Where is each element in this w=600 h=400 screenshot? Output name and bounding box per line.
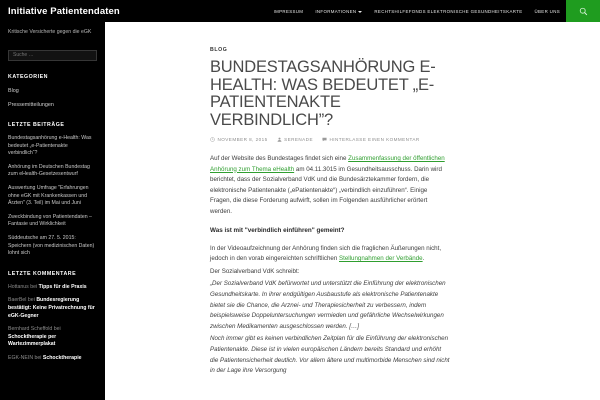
post-category-kicker: BLOG bbox=[210, 47, 228, 53]
list-item[interactable]: Anhörung im Deutschen Bundestag zum eHealth-Gesetzesentwurf bbox=[8, 163, 90, 178]
paragraph-vdk-intro: Der Sozialverband VdK schreibt: bbox=[210, 267, 300, 275]
nav-item-label: ÜBER UNS bbox=[534, 8, 560, 14]
paragraph-video bbox=[210, 244, 450, 265]
blockquote-part-1: „Der Sozialverband VdK befürwortet und unterstützt die Einführung der elektronischen Gesundheitskarte. In ihrer endgültigen Ausbaustufe als elektronische Patientenakte bietet sie die Chance, die Arznei- und Therapiesicherheit zu verbessern, indem beispielsweise Doppeluntersuchungen vermieden und gefährliche Wechselwirkungen zwischen Medikamenten ausgeschlossen werden. […] bbox=[210, 280, 446, 330]
widget-recent-comments bbox=[8, 271, 97, 363]
comment-author: Hottanus bbox=[8, 283, 29, 290]
widget-recent-posts bbox=[8, 122, 97, 258]
post-author[interactable] bbox=[277, 137, 313, 142]
nav-item-informationen[interactable] bbox=[309, 0, 368, 22]
widget-title-categories: KATEGORIEN bbox=[8, 74, 48, 80]
nav-item-label: INFORMATIONEN bbox=[315, 8, 357, 14]
list-item[interactable]: Zweckbindung von Patientendaten – Fantasie und Wirklichkeit bbox=[8, 213, 92, 228]
nav-item-ueber-uns[interactable] bbox=[529, 0, 567, 22]
paragraph-text: In der Videoaufzeichnung der Anhörung finden sich die fraglichen Äußerungen nicht, jedoch in den vorab eingereichten schriftlichen bbox=[210, 244, 442, 263]
sidebar-item-blog[interactable]: Blog bbox=[8, 88, 19, 94]
header-search-button[interactable] bbox=[566, 0, 600, 22]
comment-separator: bei bbox=[34, 354, 42, 361]
top-header-bar bbox=[0, 0, 600, 22]
comment-icon bbox=[322, 137, 327, 142]
nav-item-label: RECHTSHILFEFONDS ELEKTRONISCHE GESUNDHEITSKARTE bbox=[374, 8, 523, 14]
comment-post-title[interactable]: Schocktherapie per Wartezimmerplakat bbox=[8, 333, 57, 348]
list-item[interactable] bbox=[8, 284, 97, 292]
post-meta bbox=[210, 137, 465, 142]
site-title: Initiative Patientendaten bbox=[8, 5, 120, 17]
comment-post-title[interactable]: Schocktherapie bbox=[42, 354, 82, 361]
post-comments-label: HINTERLASSE EINEN KOMMENTAR bbox=[329, 137, 420, 142]
clock-icon bbox=[210, 137, 215, 142]
link-anhoerung-zusammenfassung[interactable]: Zusammenfassung der öffentlichen Anhörung zum Thema eHealth bbox=[210, 155, 445, 173]
post-date-label: NOVEMBER 8, 2015 bbox=[217, 137, 268, 142]
link-stellungnahmen-verbaende[interactable]: Stellungnahmen der Verbände bbox=[339, 255, 423, 263]
widget-title-recent-posts: LETZTE BEITRÄGE bbox=[8, 122, 65, 128]
widget-title-recent-comments: LETZTE KOMMENTARE bbox=[8, 270, 77, 277]
site-tagline: Kritische Versicherte gegen die eGK bbox=[8, 29, 92, 35]
paragraph-text: . bbox=[422, 255, 425, 263]
list-item[interactable]: Auswertung Umfrage "Erfahrungen ohne eGK mit Krankenkassen und Ärzten" (3. Teil) im Mai und Juni bbox=[8, 184, 89, 207]
list-item[interactable] bbox=[8, 297, 97, 320]
list-item[interactable]: Bundestagsanhörung e-Health: Was bedeutet „e-Patientenakte verbindlich“? bbox=[8, 135, 92, 157]
page-title: BUNDESTAGSANHÖRUNG E-HEALTH: WAS BEDEUTET „E-PATIENTENAKTE VERBINDLICH”? bbox=[210, 58, 436, 129]
list-item[interactable]: Süddeutsche am 27. 5. 2015: Speichern (von medizinischen Daten) lohnt sich bbox=[8, 234, 95, 257]
post-author-label: SERENADE bbox=[284, 137, 313, 142]
blockquote-part-2: Noch immer gibt es keinen verbindlichen Zeitplan für die Einführung der elektronischen Patientenakte. Diese ist in vielen europäischen Ländern bereits Standard und erhöht die Patientensicherheit deutlich. Vor allem ältere und multimorbide Menschen sind nicht in der Lage ihre Versorgung bbox=[210, 335, 450, 375]
comment-author: EGK-NEIN bbox=[8, 354, 34, 361]
chevron-down-icon bbox=[358, 11, 362, 13]
main-content bbox=[105, 22, 600, 400]
comment-separator: bei bbox=[30, 283, 38, 290]
paragraph-intro bbox=[210, 154, 450, 218]
sidebar bbox=[0, 22, 105, 400]
comment-author: Bernhard Scheffold bbox=[8, 326, 53, 333]
comment-author: BaerBel bbox=[8, 297, 27, 304]
comment-separator: bei bbox=[27, 297, 35, 304]
search-icon bbox=[579, 7, 588, 16]
list-item[interactable] bbox=[8, 355, 97, 363]
comment-separator: bei bbox=[53, 326, 61, 333]
blog-post bbox=[105, 22, 465, 377]
search-input[interactable] bbox=[8, 50, 97, 61]
post-comments-link[interactable] bbox=[322, 137, 420, 142]
list-item[interactable] bbox=[8, 326, 97, 349]
nav-item-impressum[interactable] bbox=[268, 0, 310, 22]
comment-post-title[interactable]: Bundesregierung bestätigt: Keine Privatrechnung für eGK-Gegner bbox=[8, 297, 95, 319]
paragraph-text: am 04.11.3015 im Gesundheitsausschuss. Darin wird berichtet, dass der Sozialverband VdK und die Bundesärztekammer fordern, die elektronische Patientenakte („ePatientenakte“) „verbindlich einzuführen“. Einige Fragen, die diese Forderung aufwirft, sollen im Folgenden ausführlicher erörtert werden. bbox=[210, 165, 442, 215]
user-icon bbox=[277, 137, 282, 142]
post-date bbox=[210, 137, 268, 142]
nav-item-label: IMPRESSUM bbox=[273, 8, 304, 14]
section-heading: Was ist mit "verbindlich einführen" gemeint? bbox=[210, 226, 345, 234]
paragraph-text: Auf der Website des Bundestages findet sich eine bbox=[210, 155, 349, 162]
comment-post-title[interactable]: Tipps für die Praxis bbox=[38, 283, 87, 290]
main-navigation bbox=[268, 0, 600, 22]
sidebar-item-pressemitteilungen[interactable]: Pressemitteilungen bbox=[8, 102, 54, 108]
widget-categories bbox=[8, 74, 97, 109]
nav-item-rechtshilfefonds[interactable] bbox=[368, 0, 528, 22]
